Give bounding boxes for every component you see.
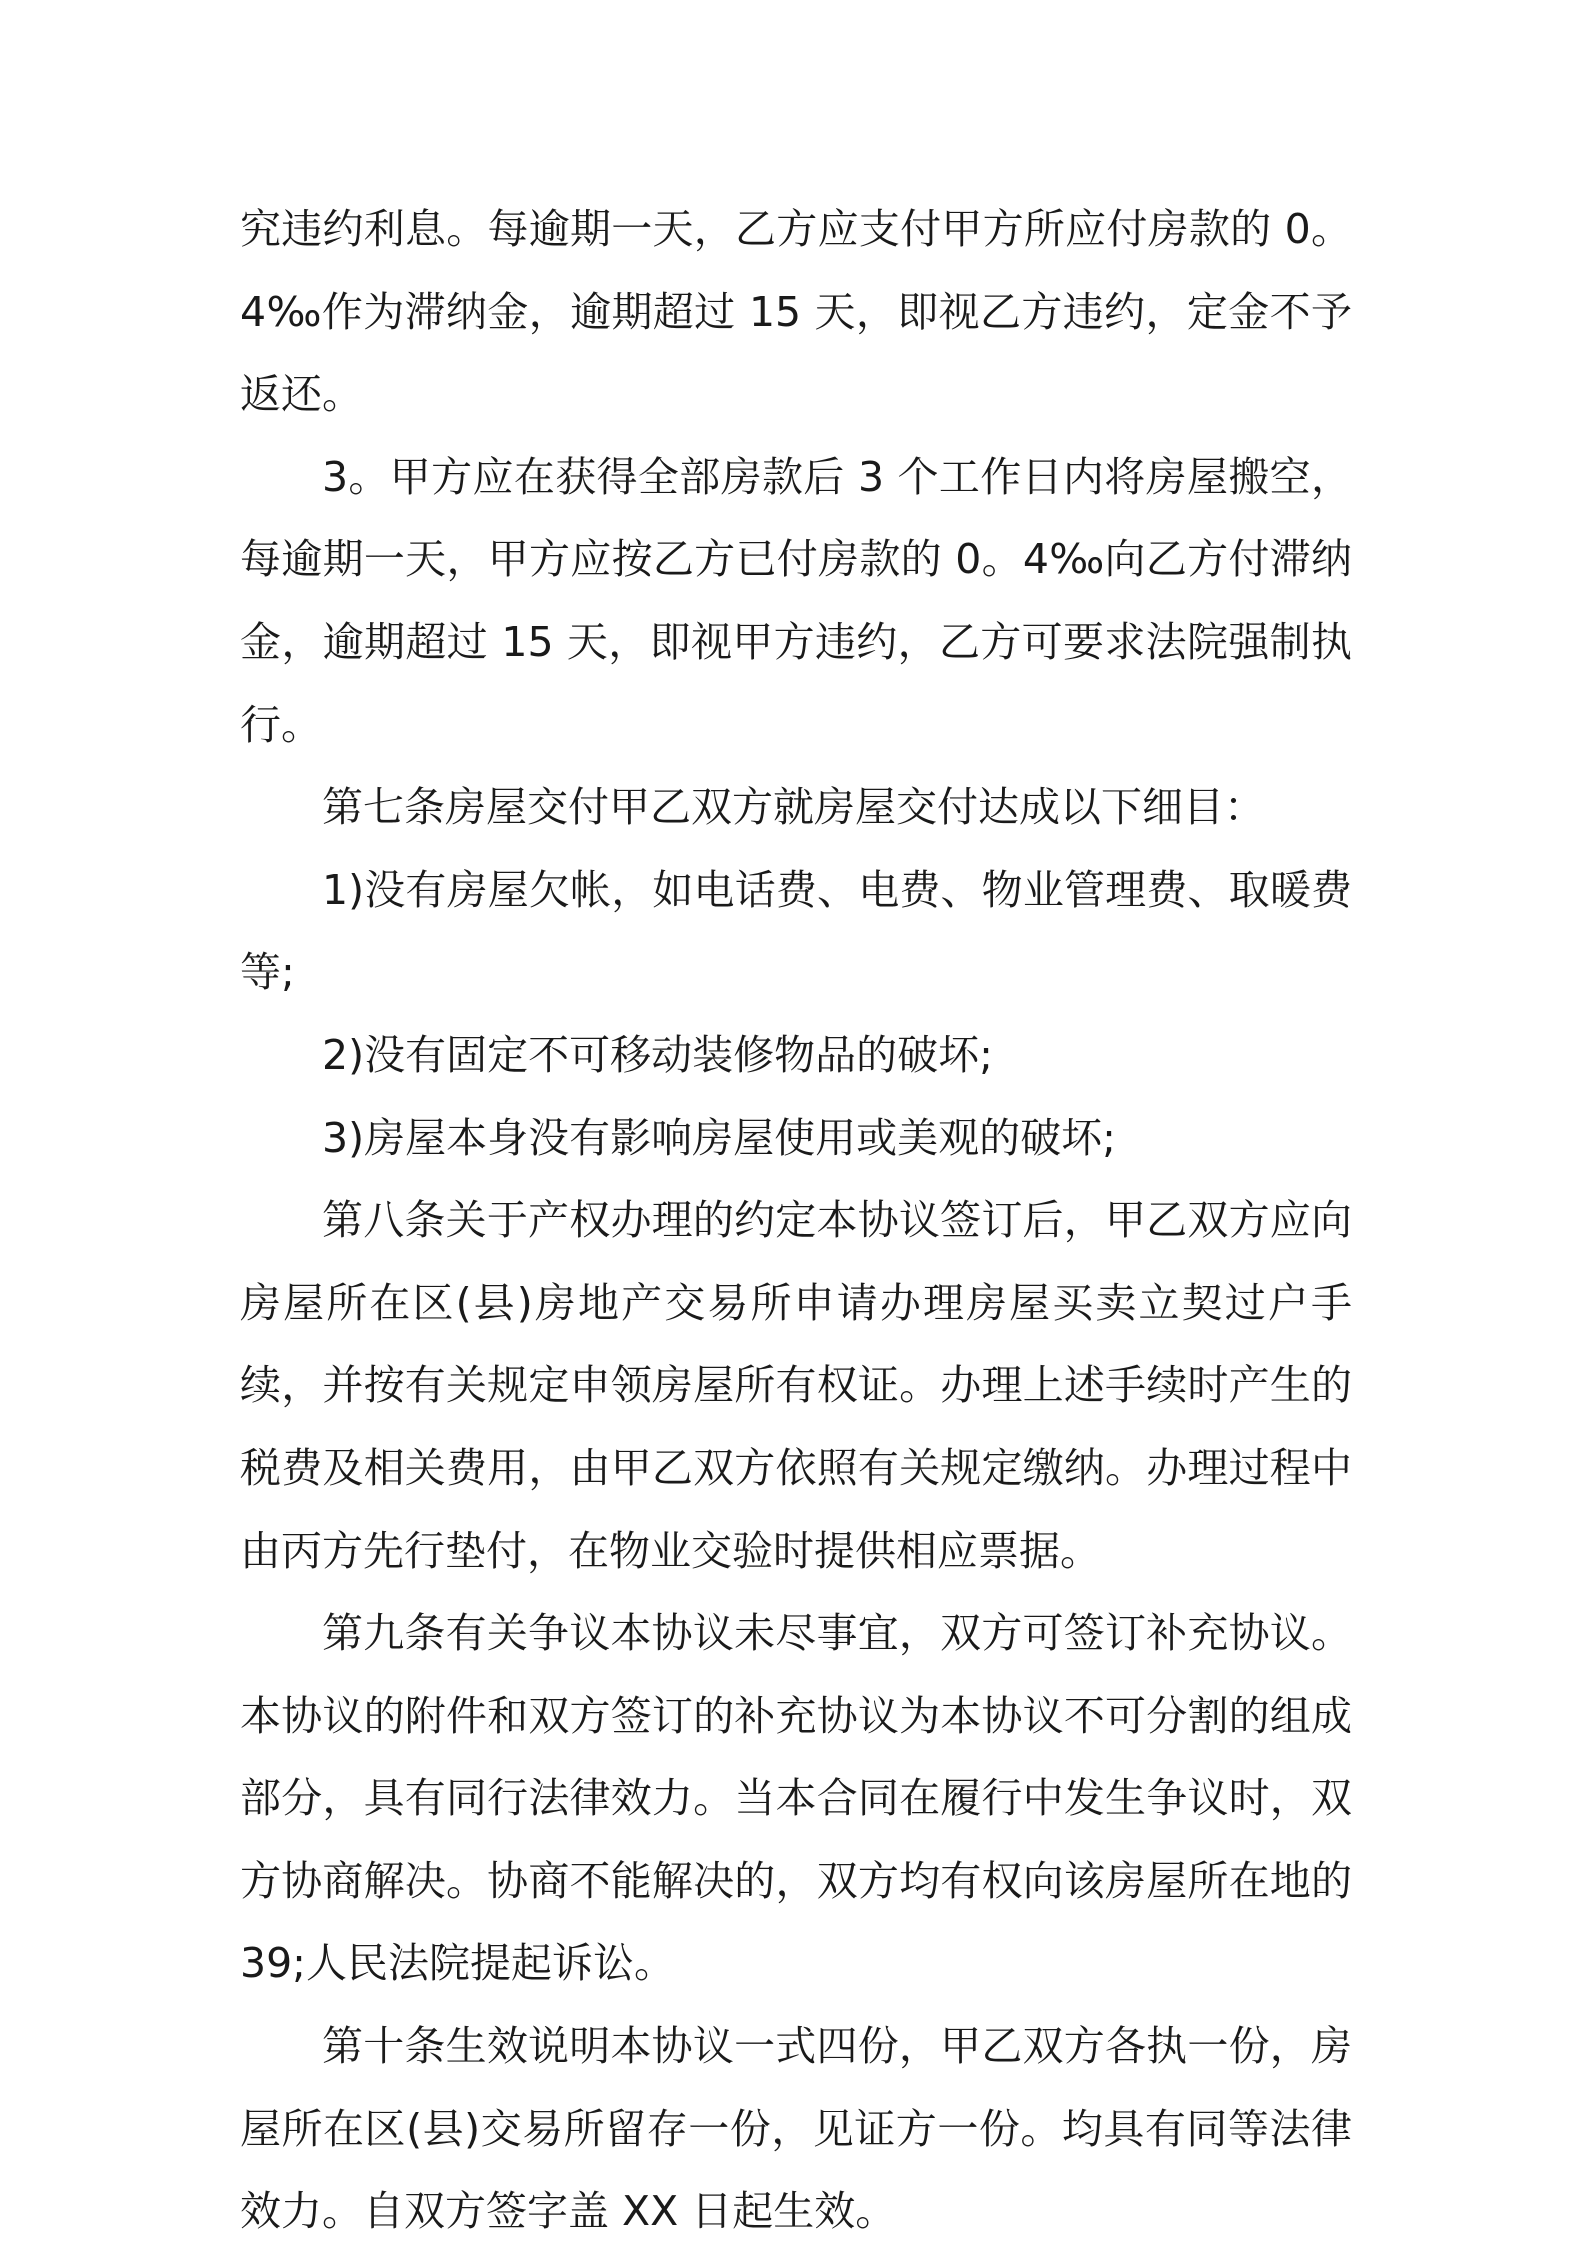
- paragraph-item-3-no-house-damage: 3)房屋本身没有影响房屋使用或美观的破坏;: [322, 1113, 1116, 1162]
- paragraph-article-10-effectiveness: 第十条生效说明本协议一式四份，甲乙双方各执一份，房屋所在区(县)交易所留存一份，见证方一份。均具有同等法律效力。自双方签字盖 XX 日起生效。: [240, 2022, 1352, 2236]
- paragraph-clause-3-vacate: 3。甲方应在获得全部房款后 3 个工作日内将房屋搬空，每逾期一天，甲方应按乙方已付房款的 0。4‰向乙方付滞纳金，逾期超过 15 天，即视甲方违约，乙方可要求法院强制执行。: [240, 452, 1352, 749]
- paragraph-item-2-no-fixture-damage: 2)没有固定不可移动装修物品的破坏;: [322, 1030, 993, 1079]
- paragraph-article-9-disputes: 第九条有关争议本协议未尽事宜，双方可签订补充协议。本协议的附件和双方签订的补充协议为本协议不可分割的组成部分，具有同行法律效力。当本合同在履行中发生争议时，双方协商解决。协商不能解决的，双方均有权向该房屋所在地的 39;人民法院提起诉讼。: [240, 1609, 1352, 1988]
- paragraph-late-payment-continued: 究违约利息。每逾期一天，乙方应支付甲方所应付房款的 0。4‰作为滞纳金，逾期超过 15 天，即视乙方违约，定金不予返还。: [240, 205, 1352, 419]
- paragraph-article-7-delivery: 第七条房屋交付甲乙双方就房屋交付达成以下细目：: [322, 783, 1265, 832]
- paragraph-article-8-title-transfer: 第八条关于产权办理的约定本协议签订后，甲乙双方应向房屋所在区(县)房地产交易所申请办理房屋买卖立契过户手续，并按有关规定申领房屋所有权证。办理上述手续时产生的税费及相关费用，由甲乙双方依照有关规定缴纳。办理过程中由丙方先行垫付，在物业交验时提供相应票据。: [240, 1196, 1352, 1575]
- paragraph-item-1-no-arrears: 1)没有房屋欠帐，如电话费、电费、物业管理费、取暖费等;: [240, 865, 1352, 997]
- document-body: [240, 188, 1352, 2253]
